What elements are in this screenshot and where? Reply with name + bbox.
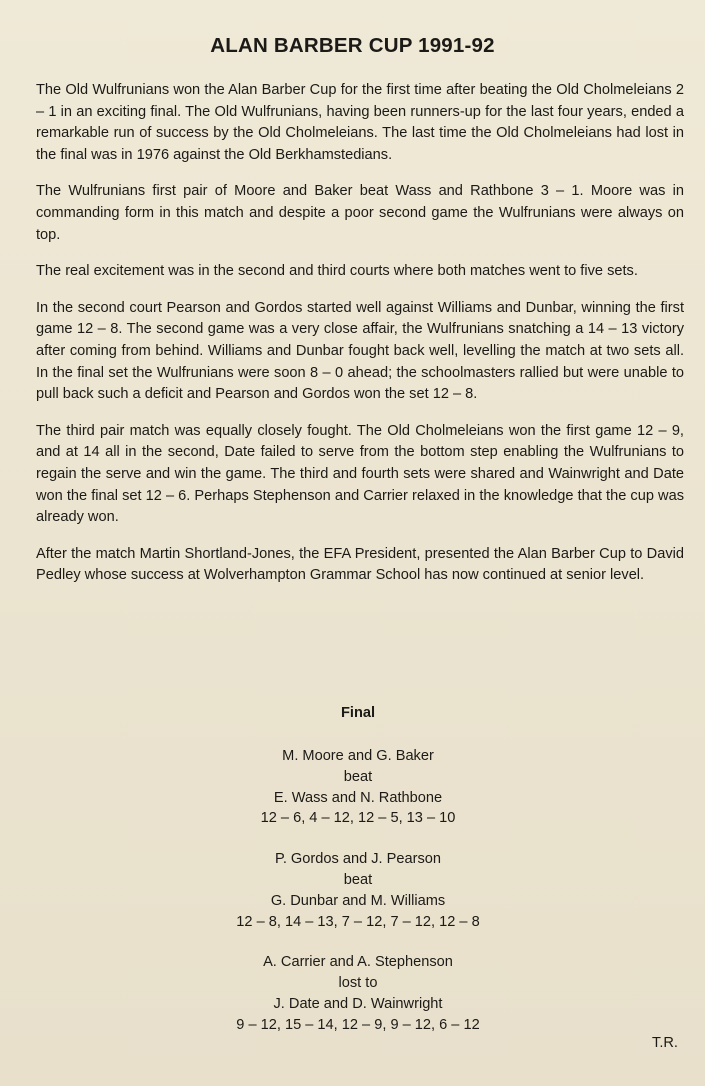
paragraph-second-court: In the second court Pearson and Gordos started well against Williams and Dunbar, winning the first game 12 – 8. The second game was a very close affair, the Wulfrunians snatching a 14 – 13 victory after coming from behind. Williams and Dunbar fought back well, levelling the match at two sets all. In the final set the Wulfrunians were soon 8 – 0 ahead; the schoolmasters rallied but were unable to pull back such a deficit and Pearson and Gordos won the set 12 – 8. [36,299,684,403]
match-pair-2: E. Wass and N. Rathbone [273,789,443,806]
article-body [36,80,684,602]
match-pair-1: A. Carrier and A. Stephenson [263,954,453,971]
page-title: ALAN BARBER CUP 1991-92 [210,34,495,57]
match-result [180,746,536,829]
match-pair-1: P. Gordos and J. Pearson [274,851,442,868]
match-result [180,849,536,932]
paragraph-intro: The Old Wulfrunians won the Alan Barber Cup for the first time after beating the Old Cholmeleians 2 – 1 in an exciting final. The Old Wulfrunians, having been runners-up for the last four years, ended a remarkable run of success by the Old Cholmeleians. The last time the Old Cholmeleians had lost in the final was in 1976 against the Old Berkhamstedians. [36,82,684,163]
match-scores: 12 – 6, 4 – 12, 12 – 5, 13 – 10 [260,810,456,827]
match-outcome: lost to [338,975,378,992]
paragraph-first-pair: The Wulfrunians first pair of Moore and Baker beat Wass and Rathbone 3 – 1. Moore was in commanding form in this match and despite a poor second game the Wulfrunians were always on top. [36,183,684,243]
paragraph-third-pair: The third pair match was equally closely fought. The Old Cholmeleians won the first game 12 – 9, and at 14 all in the second, Date failed to serve from the bottom step enabling the Wulfrunians to regain the serve and win the game. The third and fourth sets were shared and Wainwright and Date won the final set 12 – 6. Perhaps Stephenson and Carrier relaxed in the knowledge that the cup was already won. [36,422,684,526]
match-pair-2: G. Dunbar and M. Williams [270,892,446,909]
match-pair-2: J. Date and D. Wainwright [273,995,443,1012]
match-outcome: beat [343,871,373,888]
author-initials: T.R. [652,1035,678,1051]
match-outcome: beat [343,768,373,785]
final-heading: Final [340,705,376,721]
final-results [180,703,536,1056]
paragraph-presentation: After the match Martin Shortland-Jones, the EFA President, presented the Alan Barber Cup to David Pedley whose success at Wolverhampton Grammar School has now continued at senior level. [36,545,684,584]
match-scores: 9 – 12, 15 – 14, 12 – 9, 9 – 12, 6 – 12 [236,1016,480,1033]
match-pair-1: M. Moore and G. Baker [282,748,434,764]
match-scores: 12 – 8, 14 – 13, 7 – 12, 7 – 12, 12 – 8 [236,913,480,930]
match-result [180,952,536,1035]
paragraph-excitement: The real excitement was in the second and third courts where both matches went to five sets. [36,263,638,280]
